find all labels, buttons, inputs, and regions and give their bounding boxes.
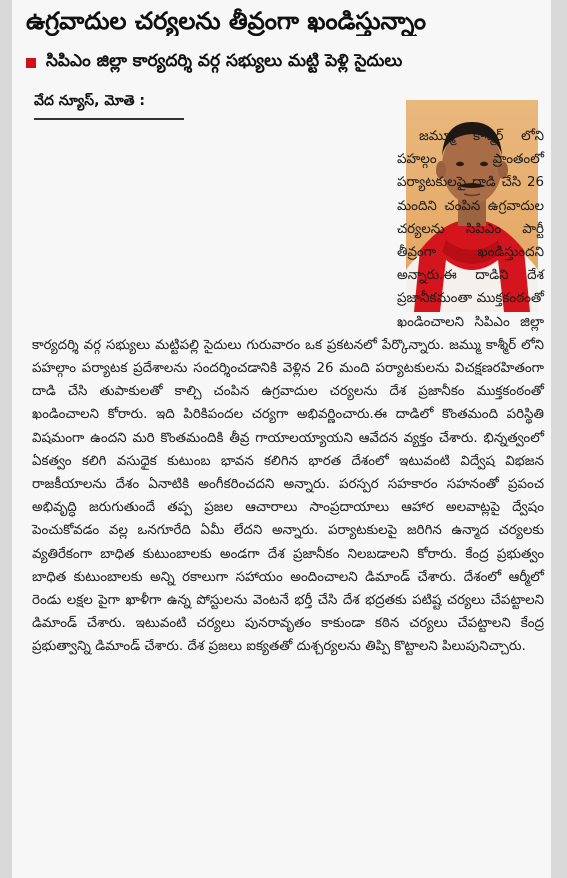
byline: వేద న్యూస్, మోతె : [34,93,145,109]
subheadline: సిపిఎం జిల్లా కార్యదర్శి వర్గ సభ్యులు మట్టి పెళ్లి సైదులు [46,51,403,71]
news-clipping [12,0,551,878]
article-text: జమ్మూ కాశ్మీర్ లోని పహల్గం ప్రాంతంలో పర్యాటకులపై దాడి చేసి 26 మందిని చంపిన ఉగ్రవాదుల చర్యలను సిపిఎం పార్టీ తీవ్రంగా ఖండిస్తుందని అన్నారు.ఈ దాడిని దేశ ప్రజానీకమంతా ముక్తకంఠంతో ఖండించాలని సిపిఎం జిల్లా కార్యదర్శి వర్గ సభ్యులు మట్టిపల్లి సైదులు గురువారం ఒక ప్రకటనలో పేర్కొన్నారు. జమ్ము కాశ్మీర్ లోని పహల్గాం పర్యాటక ప్రదేశాలను సందర్శించడానికి వెళ్లిన 26 మంది పర్యాటకులను విచక్షణరహితంగా దాడి చేసి తుపాకులతో కాల్చి చంపిన ఉగ్రవాదుల చర్యలను దేశ ప్రజానీకం ముక్తకంఠంతో ఖండించాలని కోరారు. ఇది పిరికిపందల చర్యగా అభివర్ణించారు.ఈ దాడిలో కొంతమంది పరిస్థితి విషమంగా ఉందని మరి కొంతమందికి తీవ్ర గాయాలయ్యాయని ఆవేదన వ్యక్తం చేశారు. భిన్నత్వంలో ఏకత్వం కలిగి వసుధైక కుటుంబ భావన కలిగిన భారత దేశంలో ఇటువంటి విద్వేష విభజన రాజకీయాలను దేశం ఏనాటికి అంగీకరించదని అన్నారు. పరస్పర సహకారం సహనంతో ప్రపంచ అభివృద్ధి జరుగుతుందే తప్ప ప్రజల ఆచారాలు సాంప్రదాయాలు ఆహార అలవాట్లపై ద్వేషం పెంచుకోవడం వల్ల ఒనగూరేది ఏమీ లేదని అన్నారు. పర్యాటకులపై జరిగిన ఉన్మాద చర్యలకు వ్యతిరేకంగా బాధిత కుటుంబాలకు అండగా దేశ ప్రజానీకం నిలబడాలని కోరారు. కేంద్ర ప్రభుత్వం బాధిత కుటుంబాలకు అన్ని రకాలుగా సహాయం అందించాలని డిమాండ్ చేశారు. దేశంలో ఆర్మీలో రెండు లక్షల పైగా ఖాళీగా ఉన్న పోస్టులను వెంటనే భర్తీ చేసి దేశ భద్రతకు పటిష్ట చర్యలు చేపట్టాలని డిమాండ్ చేశారు. ఇటువంటి చర్యలు పునరావృతం కాకుండా కఠిన చర్యలు చేపట్టాలని కేంద్ర ప్రభుత్వాన్ని డిమాండ్ చేశారు. దేశ ప్రజలు ఐక్యతతో దుశ్చర్యలను తిప్పి కొట్టాలని పిలుపునిచ్చారు. [32,129,544,655]
byline-underline [34,118,184,120]
article-body [32,125,544,659]
headline: ఉగ్రవాదుల చర్యలను తీవ్రంగా ఖండిస్తున్నాం [26,7,427,35]
red-square-bullet-icon [26,58,36,68]
subheadline-row [26,50,546,76]
photo-wrap-spacer [32,125,397,311]
